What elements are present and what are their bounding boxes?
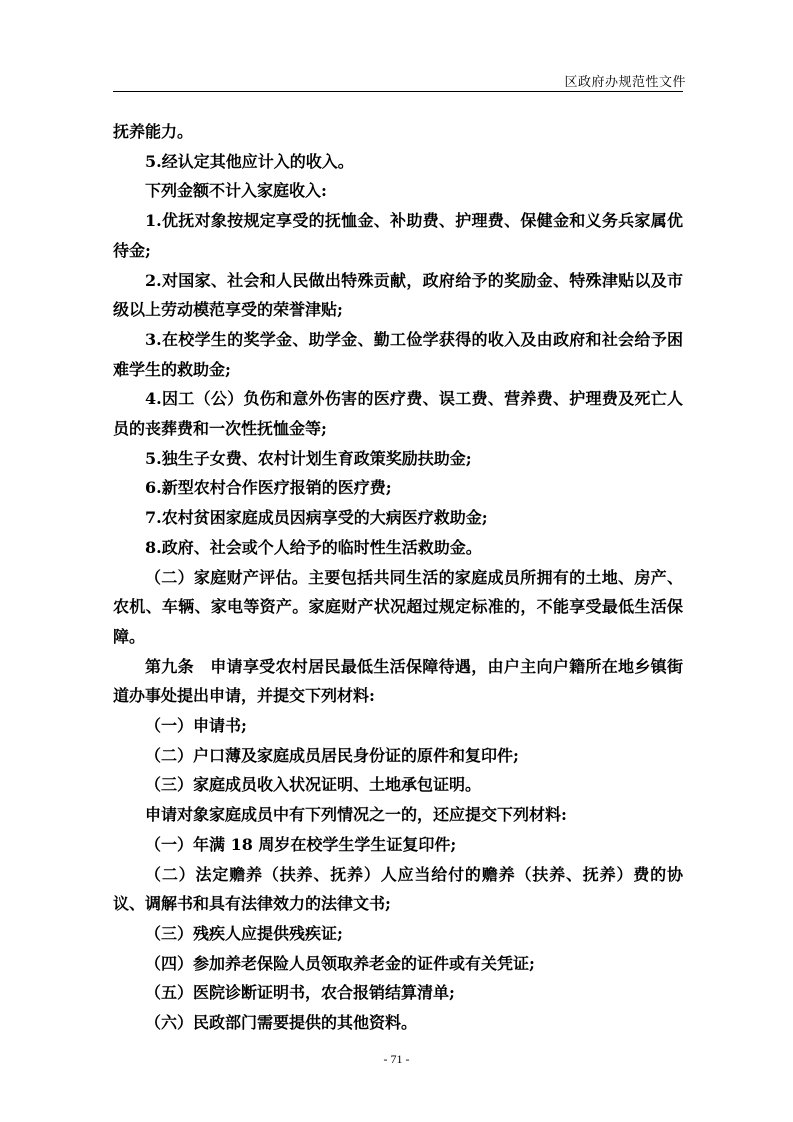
page-number: - 71 -	[383, 1052, 410, 1066]
paragraph: 3.在校学生的奖学金、助学金、勤工俭学获得的收入及由政府和社会给予困难学生的救助金;	[113, 329, 683, 379]
paragraph: 6.新型农村合作医疗报销的医疗费;	[145, 478, 392, 498]
paragraph: 下列金额不计入家庭收入:	[145, 181, 327, 201]
paragraph: （五）医院诊断证明书，农合报销结算清单;	[145, 983, 455, 1003]
paragraph: 1.优抚对象按规定享受的抚恤金、补助费、护理费、保健金和义务兵家属优待金;	[113, 211, 683, 260]
paragraph: 5.独生子女费、农村计划生育政策奖励扶助金;	[145, 448, 472, 468]
paragraph: 7.农村贫困家庭成员因病享受的大病医疗救助金;	[145, 508, 488, 528]
paragraph: 申请对象家庭成员中有下列情况之一的，还应提交下列材料:	[145, 805, 567, 825]
paragraph: 2.对国家、社会和人民做出特殊贡献，政府给予的奖励金、特殊津贴以及市级以上劳动模范享受的荣誉津贴;	[113, 270, 683, 320]
article-nine-paragraph: 第九条 申请享受农村居民最低生活保障待遇，由户主向户籍所在地乡镇街道办事处提出申请，并提交下列材料:	[113, 656, 683, 706]
paragraph: （四）参加养老保险人员领取养老金的证件或有关凭证;	[145, 953, 535, 973]
paragraph: （三）残疾人应提供残疾证;	[145, 923, 343, 943]
paragraph: （一）申请书;	[145, 716, 247, 736]
paragraph: （二）法定赡养（扶养、抚养）人应当给付的赡养（扶养、抚养）费的协议、调解书和具有法律效力的法律文书;	[113, 864, 683, 914]
paragraph: （一）年满 18 周岁在校学生学生证复印件;	[145, 834, 457, 854]
paragraph: 8.政府、社会或个人给予的临时性生活救助金。	[145, 537, 482, 557]
paragraph: （二）家庭财产评估。主要包括共同生活的家庭成员所拥有的土地、房产、农机、车辆、家电等资产。家庭财产状况超过规定标准的，不能享受最低生活保障。	[113, 567, 683, 646]
header-title: 区政府办规范性文件	[564, 75, 686, 90]
paragraph: 抚养能力。	[113, 122, 194, 141]
paragraph: （六）民政部门需要提供的其他资料。	[145, 1013, 418, 1033]
paragraph: （三）家庭成员收入状况证明、土地承包证明。	[145, 775, 482, 795]
paragraph: （二）户口薄及家庭成员居民身份证的原件和复印件;	[145, 745, 519, 765]
paragraph: 5.经认定其他应计入的收入。	[145, 151, 354, 171]
document-body	[113, 117, 683, 1038]
paragraph: 4.因工（公）负伤和意外伤害的医疗费、误工费、营养费、护理费及死亡人员的丧葬费和一次性抚恤金等;	[113, 389, 683, 439]
header-divider	[113, 91, 683, 92]
